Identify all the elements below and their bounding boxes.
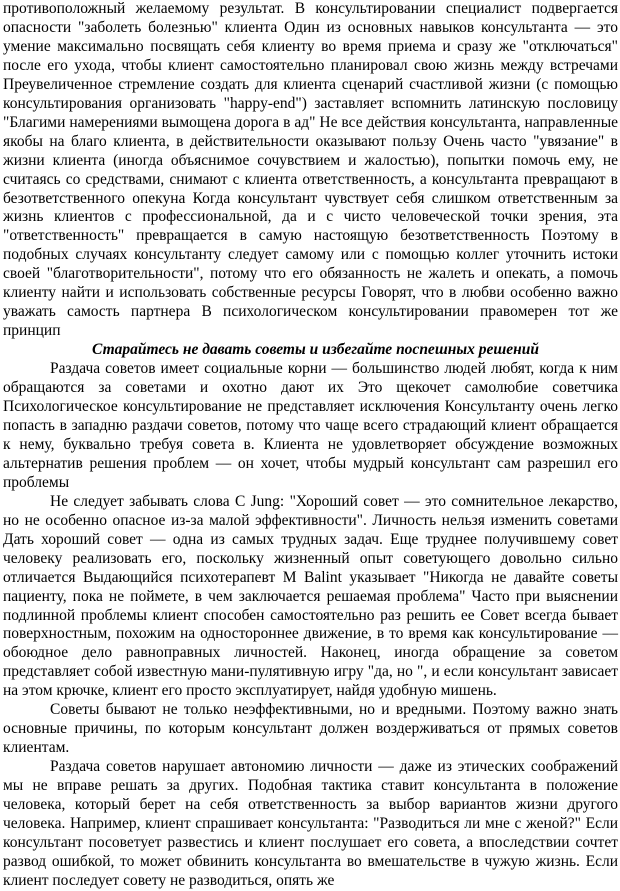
paragraph-autonomy: Раздача советов нарушает автономию личности — даже из этических соображений мы не вправе решать за других. Подобная тактика ставит консультанта в положение человека, который берет на себя ответственность за выбор вариантов жизни другого человека. Например, клиент спрашивает консультанта: "Разводиться ли мне с женой?" Если консультант посоветует развестись и клиент послушает его совета, а впоследствии сочтет развод ошибкой, то может обвинить консультанта во вмешательстве в чужую жизнь. Если клиент последует совету не разводиться, опять же bbox=[3, 758, 618, 889]
paragraph-jung-quote: Не следует забывать слова C Jung: "Хороший совет — это сомнительное лекарство, но не особенно опасное из-за малой эффективности". Личность нельзя изменить советами Дать хороший совет — одна из самых трудных задач. Еще труднее получившему совет человеку реализовать его, поскольку жизненный опыт советующего довольно сильно отличается Выдающийся психотерапевт M Balint указывает "Никогда не давайте советы пациенту, пока не поймете, в чем заключается решаемая проблема" Часто при выяснении подлинной проблемы клиент способен самостоятельно раз решить ее Совет всегда бывает поверхностным, похожим на одностороннее движение, в то время как консультирование — обоюдное дело равноправных личностей. Наконец, иногда обращение за советом представляет собой известную мани-пулятивную игру "да, но ", и если консультант зависает на этом крючке, клиент его просто эксплуатирует, найдя удобную мишень. bbox=[3, 492, 618, 700]
paragraph-advice-social-roots: Раздача советов имеет социальные корни — большинство людей любят, когда к ним обращаются за советами и охотно дают их Это щекочет самолюбие советчика Психологическое консультирование не представляет исключения Консультанту очень легко попасть в западню раздачи советов, потому что чаще всего страдающий клиент обращается к нему, буквально требуя совета в. Клиента не удовлетворяет обсуждение возможных альтернатив решения проблем — он хочет, чтобы мудрый консультант сам разрешил его проблемы bbox=[3, 360, 618, 491]
section-heading: Старайтесь не давать советы и избегайте поспешных решений bbox=[92, 341, 539, 359]
paragraph-advice-harmful: Советы бывают не только неэффективными, но и вредными. Поэтому важно знать основные причины, по которым консультант должен воздерживаться от прямых советов клиентам. bbox=[3, 701, 618, 757]
paragraph-continuation: противоположный желаемому результат. В консультировании специалист подвергается опасности "заболеть болезнью" клиента Один из основных навыков консультанта — это умение максимально посвящать себя клиенту во время приема и сразу же "отключаться" после его ухода, чтобы клиент самостоятельно планировал свою жизнь между встречами Преувеличенное стремление создать для клиента сценарий счастливой жизни (с помощью консультирования организовать "happy-end") заставляет вспомнить латинскую пословицу "Благими намерениями вымощена дорога в ад" Не все действия консультанта, направленные якобы на благо клиента, в действительности оказывают пользу Очень часто "увязание" в жизни клиента (иногда объяснимое сочувствием и жалостью), попытки помочь ему, не считаясь со средствами, снимают с клиента ответственность, а консультанта превращают в безответственного опекуна Когда консультант чувствует себя слишком ответственным за жизнь клиентов с профессиональной, да и с чисто человеческой точки зрения, эта "ответственность" превращается в самую настоящую безответственность Поэтому в подобных случаях консультанту следует самому или с помощью коллег уточнить истоки своей "благотворительности", потому что его обязанность не жалеть и опекать, а помочь клиенту найти и использовать собственные ресурсы Говорят, что в любви особенно важно уважать самость партнера В психологическом консультировании правомерен тот же принцип bbox=[3, 0, 618, 340]
